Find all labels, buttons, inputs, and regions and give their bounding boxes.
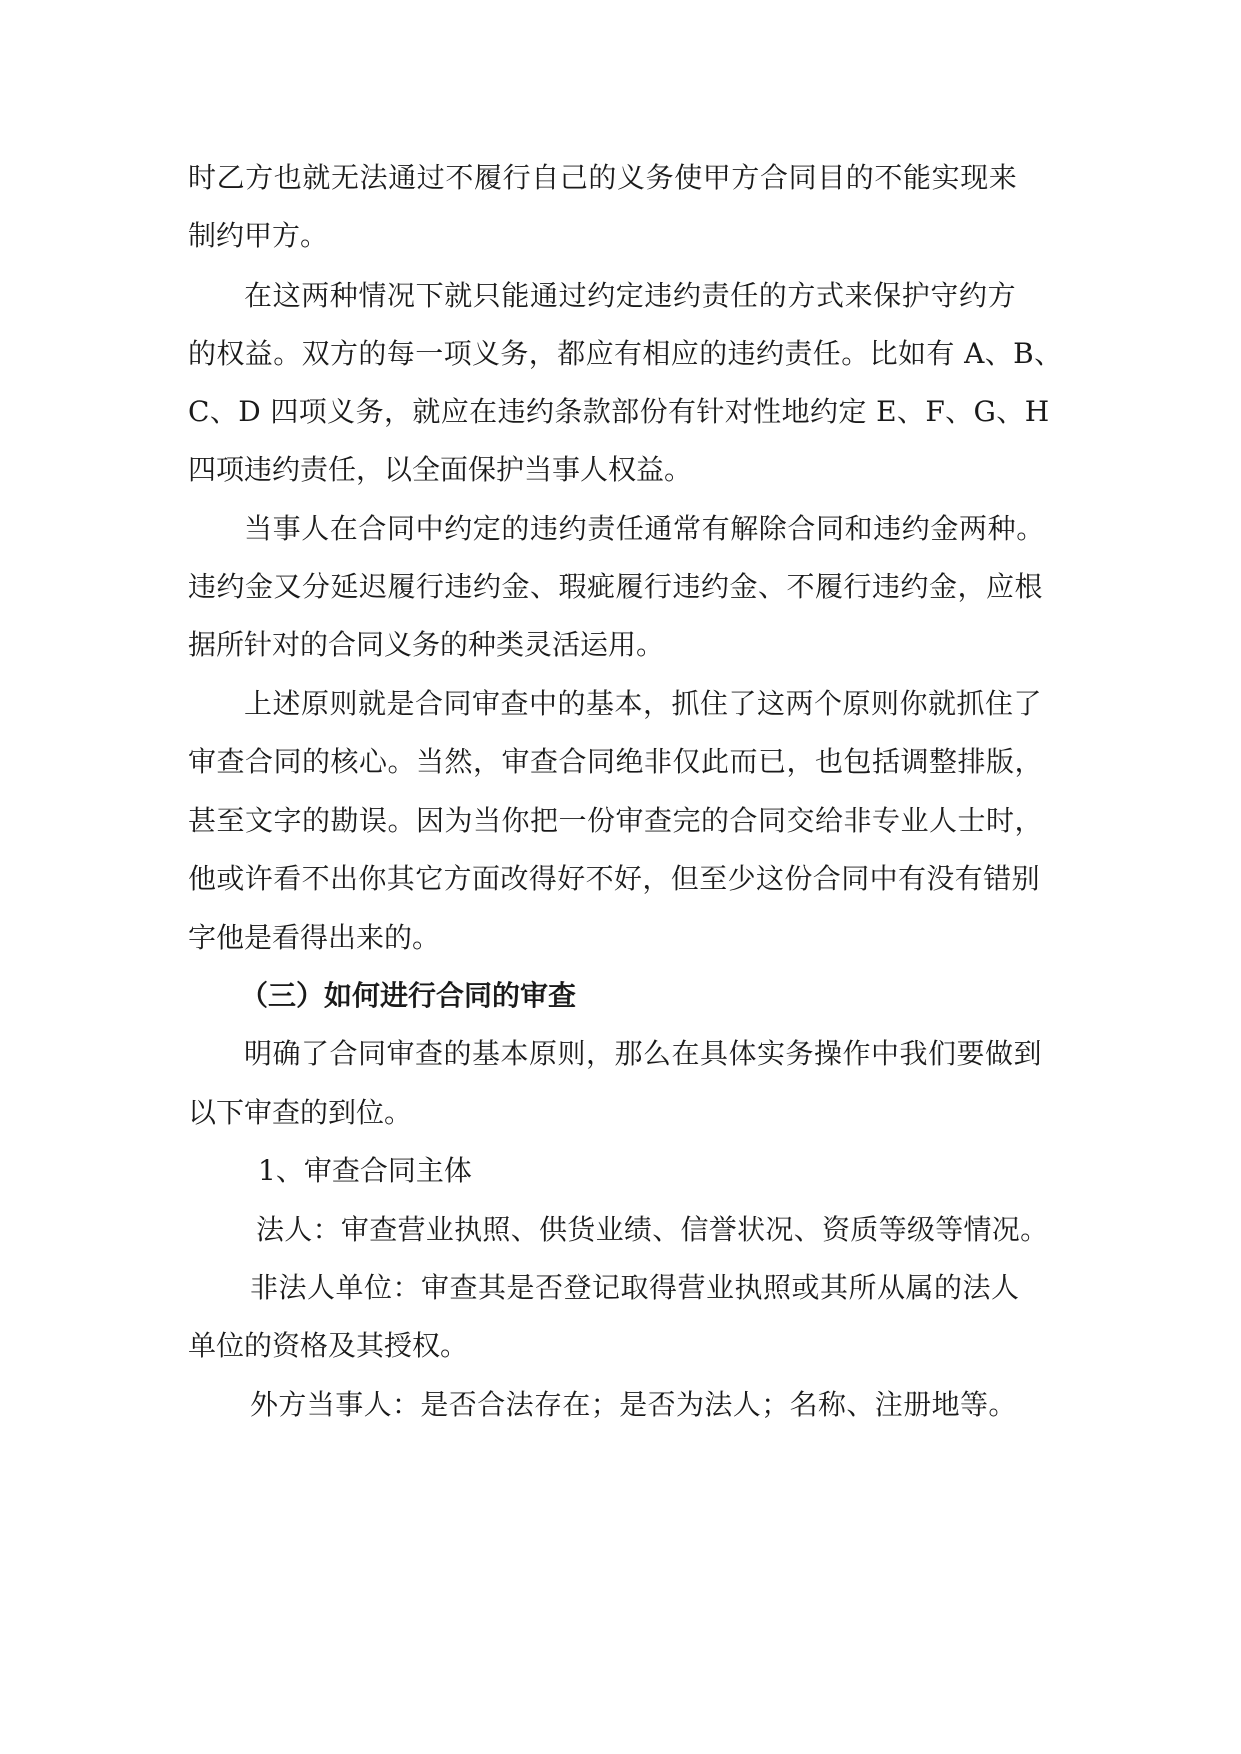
paragraph-first-line: 明确了合同审查的基本原则，那么在具体实务操作中我们要做到 [244, 1037, 1043, 1070]
subsection-heading: 1、审查合同主体 [258, 1154, 472, 1187]
body-text-line: 制约甲方。 [188, 219, 329, 252]
body-text-line: 甚至文字的勘误。因为当你把一份审查完的合同交给非专业人士时， [188, 804, 1044, 837]
body-text-line: 据所针对的合同义务的种类灵活运用。 [188, 628, 665, 661]
paragraph-first-line: 当事人在合同中约定的违约责任通常有解除合同和违约金两种。 [244, 512, 1045, 545]
body-text-line: 以下审查的到位。 [188, 1096, 413, 1129]
paragraph-first-line: 法人：审查营业执照、供货业绩、信誉状况、资质等级等情况。 [256, 1213, 1049, 1246]
paragraph-first-line: 非法人单位：审查其是否登记取得营业执照或其所从属的法人 [250, 1271, 1020, 1304]
body-text-line: 字他是看得出来的。 [188, 921, 441, 954]
body-text-line: 时乙方也就无法通过不履行自己的义务使甲方合同目的不能实现来 [188, 161, 1018, 194]
body-text-line: C、D 四项义务，就应在违约条款部份有针对性地约定 E、F、G、H [188, 395, 1050, 428]
body-text-line: 的权益。双方的每一项义务，都应有相应的违约责任。比如有 A、B、 [188, 337, 1063, 370]
body-text-line: 违约金又分延迟履行违约金、瑕疵履行违约金、不履行违约金，应根 [188, 570, 1044, 603]
paragraph-first-line: 在这两种情况下就只能通过约定违约责任的方式来保护守约方 [244, 279, 1017, 312]
body-text-line: 审查合同的核心。当然，审查合同绝非仅此而已，也包括调整排版， [188, 745, 1044, 778]
section-heading: （三）如何进行合同的审查 [240, 979, 577, 1012]
paragraph-first-line: 上述原则就是合同审查中的基本，抓住了这两个原则你就抓住了 [244, 687, 1043, 720]
body-text-line: 他或许看不出你其它方面改得好不好，但至少这份合同中有没有错别 [188, 862, 1041, 895]
body-text-line: 四项违约责任，以全面保护当事人权益。 [188, 453, 693, 486]
body-text-line: 单位的资格及其授权。 [188, 1329, 469, 1362]
paragraph-first-line: 外方当事人：是否合法存在；是否为法人；名称、注册地等。 [250, 1388, 1017, 1421]
